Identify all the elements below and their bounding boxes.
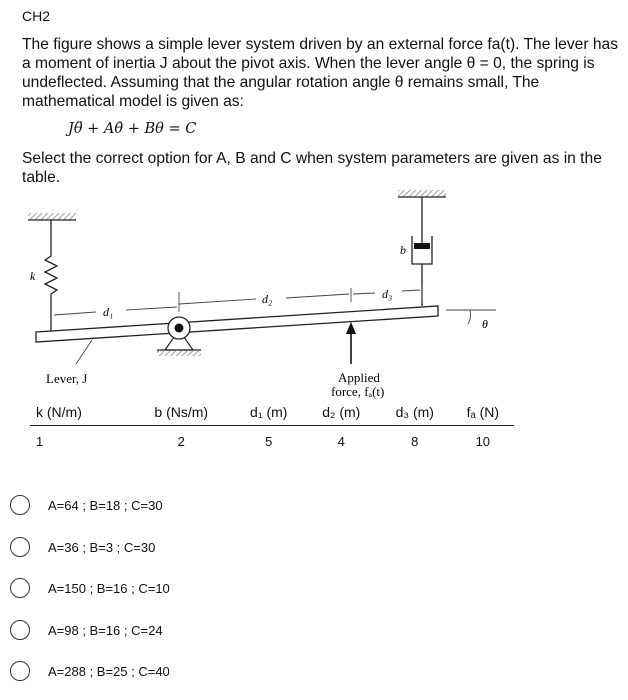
- dimension-d3-label: d₃: [382, 287, 393, 301]
- option-label: A=98 ; B=16 ; C=24: [48, 622, 163, 638]
- lever-label: Lever, J: [46, 371, 88, 386]
- header-d3: d₃ (m): [378, 401, 452, 426]
- option-label: A=150 ; B=16 ; C=10: [48, 580, 170, 596]
- radio-button[interactable]: [10, 537, 30, 557]
- chapter-label: CH2: [22, 8, 51, 24]
- parameter-table: [30, 401, 514, 449]
- problem-prompt: Select the correct option for A, B and C when system parameters are given as in the table.: [22, 150, 602, 186]
- model-equation: Jθ̈ + Aθ̇ + Bθ = C: [68, 121, 197, 137]
- damper-b-label: b: [400, 243, 406, 257]
- angle-theta-indicator: [446, 310, 496, 324]
- spring-k-label: k: [30, 269, 36, 283]
- value-b: 2: [177, 434, 185, 449]
- value-d2: 4: [337, 434, 345, 449]
- header-d2: d₂ (m): [305, 401, 378, 426]
- header-d1: d₁ (m): [233, 401, 305, 426]
- dimension-d1-label: d₁: [103, 305, 114, 319]
- radio-button[interactable]: [10, 495, 30, 515]
- value-d3: 8: [411, 434, 419, 449]
- option-2[interactable]: [10, 535, 155, 559]
- lever-bar: [36, 306, 438, 342]
- option-5[interactable]: [10, 659, 170, 683]
- option-label: A=64 ; B=18 ; C=30: [48, 497, 163, 513]
- option-1[interactable]: [10, 493, 163, 517]
- dimension-d2-label: d₂: [262, 292, 273, 306]
- theta-label: θ: [482, 317, 488, 331]
- radio-button[interactable]: [10, 620, 30, 640]
- option-label: A=288 ; B=25 ; C=40: [48, 663, 170, 679]
- option-label: A=36 ; B=3 ; C=30: [48, 539, 156, 555]
- problem-intro: The figure shows a simple lever system driven by an external force fa(t). The lever has a moment of inertia J about the pivot axis. When the lever angle θ = 0, the spring is undeflected. Assuming that the angular rotation angle θ remains small, The mathematical model is given as:: [22, 36, 618, 110]
- applied-force-label-line1: Applied: [338, 370, 380, 385]
- radio-button[interactable]: [10, 661, 30, 681]
- applied-force-label-line2: force, fₐ(t): [331, 384, 385, 399]
- option-3[interactable]: [10, 576, 170, 600]
- value-k: 1: [36, 434, 44, 449]
- left-ground-hatch: [28, 213, 76, 220]
- table-row: [30, 426, 514, 450]
- value-d1: 5: [265, 434, 273, 449]
- table-header-row: [30, 401, 514, 426]
- header-b: b (Ns/m): [130, 401, 233, 426]
- radio-button[interactable]: [10, 578, 30, 598]
- value-fa: 10: [475, 434, 491, 449]
- header-fa: fₐ (N): [452, 401, 514, 426]
- header-k: k (N/m): [30, 401, 130, 426]
- right-ground-hatch: [398, 190, 446, 197]
- applied-force-arrow: [346, 322, 356, 364]
- option-4[interactable]: [10, 618, 163, 642]
